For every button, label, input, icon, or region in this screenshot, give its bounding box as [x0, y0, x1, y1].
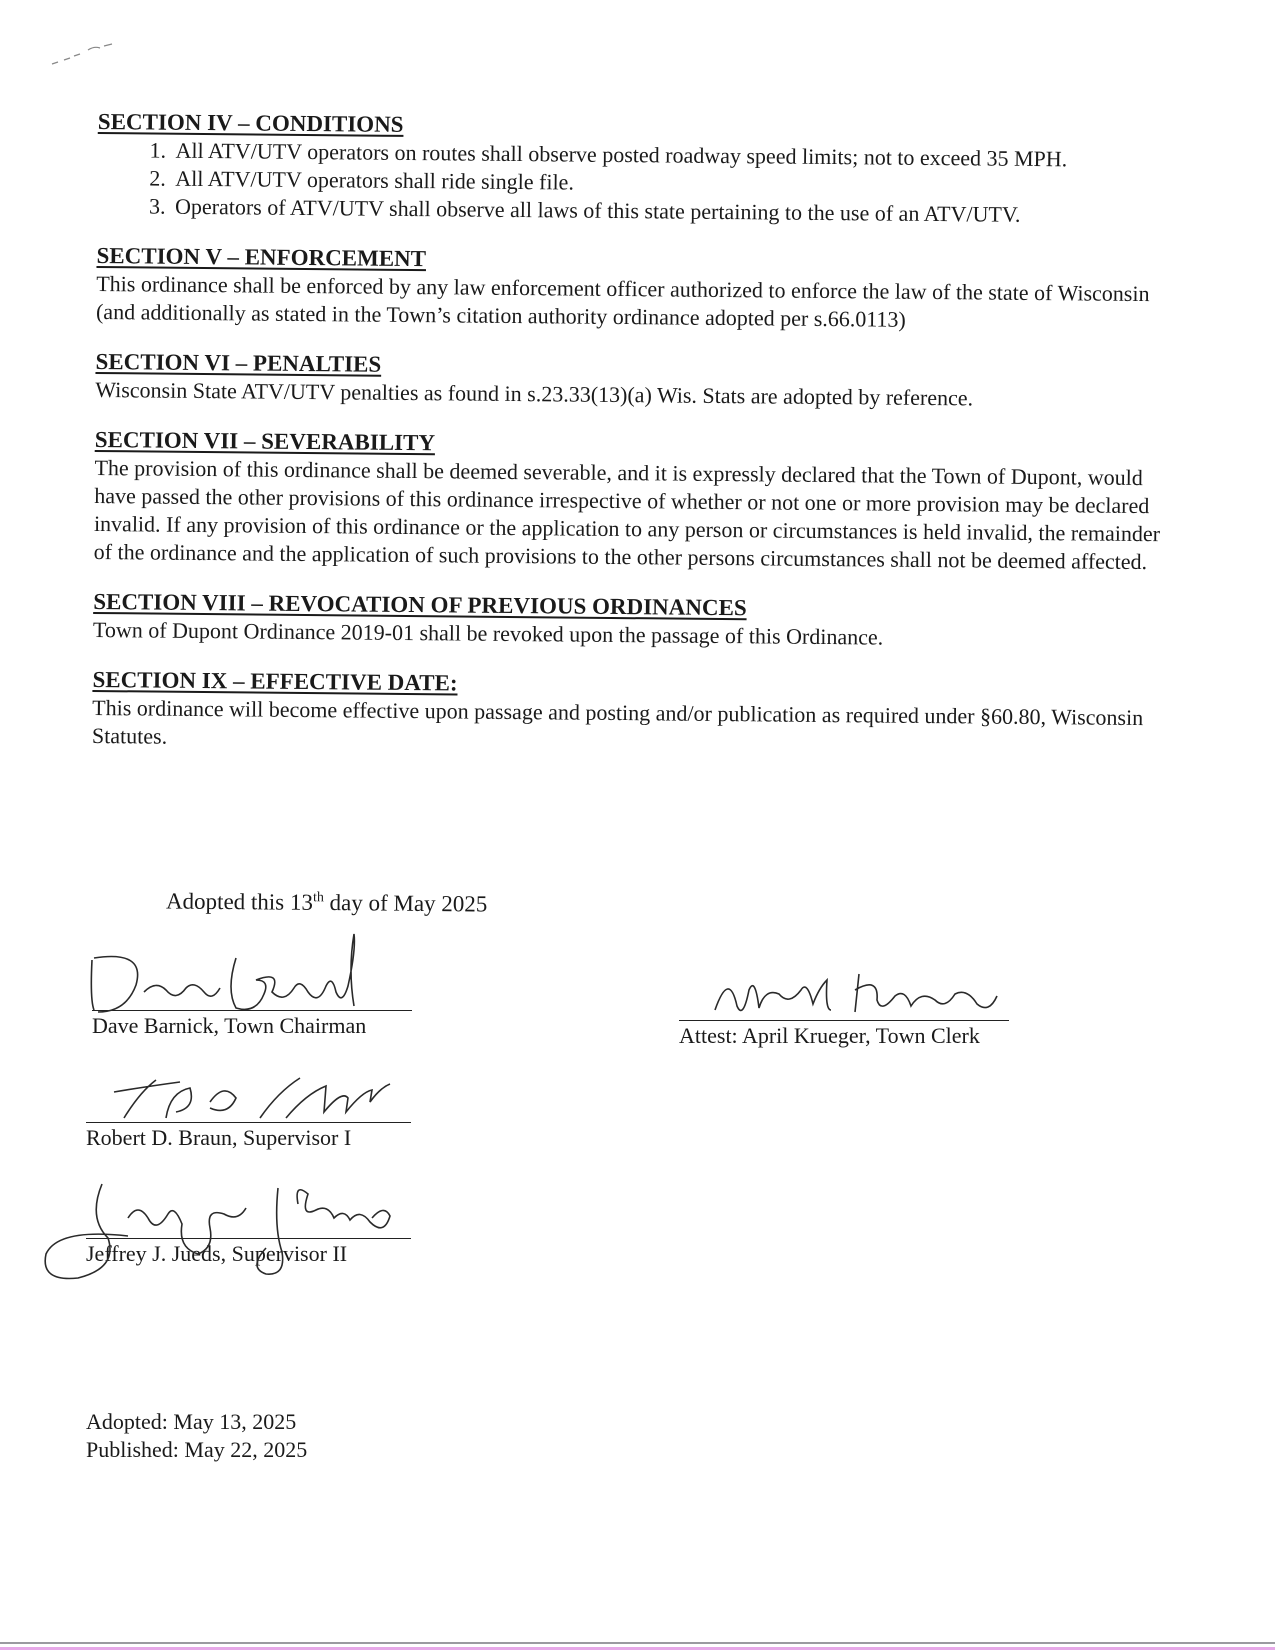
- scan-speck-mark: [50, 40, 120, 70]
- scan-bottom-edge: [0, 1642, 1275, 1650]
- section-heading: SECTION VII – SEVERABILITY: [94, 426, 436, 456]
- section-revocation: [93, 588, 1173, 654]
- ordinance-body: [92, 108, 1178, 782]
- handwritten-signature-chairman: [86, 930, 386, 1040]
- section-severability: [94, 426, 1175, 576]
- adopted-superscript: th: [312, 890, 324, 906]
- list-item: 2. All ATV/UTV operators shall ride single file.: [171, 165, 1177, 203]
- section-effective-date: [92, 666, 1173, 760]
- section-text: This ordinance will become effective upon passage and posting and/or publication as required under §60.80, Wisconsin Statutes.: [91, 694, 1144, 749]
- handwritten-signature-clerk: [709, 960, 1009, 1030]
- adopted-suffix: day of May 2025: [323, 889, 488, 917]
- signer-name: Robert D. Braun, Supervisor I: [86, 1125, 352, 1150]
- section-heading: SECTION IV – CONDITIONS: [97, 108, 404, 137]
- section-text: This ordinance shall be enforced by any law enforcement officer authorized to enforce the law of the state of Wisconsin (and additionally as stated in the Town’s citation authority ordinance adopted per s.66.0113): [95, 270, 1150, 332]
- signer-name: Jeffrey J. Jueds, Supervisor II: [86, 1241, 348, 1266]
- section-heading: SECTION IX – EFFECTIVE DATE:: [92, 666, 458, 696]
- section-heading: SECTION VI – PENALTIES: [95, 348, 382, 377]
- section-penalties: [95, 348, 1175, 414]
- section-enforcement: [96, 242, 1177, 336]
- conditions-list: [97, 136, 1178, 230]
- signature-supervisor-2: [86, 1238, 411, 1267]
- signature-chairman: [92, 1010, 412, 1039]
- signer-name: Dave Barnick, Town Chairman: [92, 1013, 367, 1038]
- published-date: Published: May 22, 2025: [86, 1437, 308, 1462]
- signature-clerk: [679, 1020, 1009, 1049]
- adoption-footer: [86, 1408, 307, 1464]
- list-item: 1. All ATV/UTV operators on routes shall observe posted roadway speed limits; not to exceed 35 MPH.: [171, 137, 1177, 175]
- list-item: 3. Operators of ATV/UTV shall observe all laws of this state pertaining to the use of an ATV/UTV.: [171, 193, 1177, 231]
- section-heading: SECTION V – ENFORCEMENT: [96, 242, 427, 272]
- section-conditions: [97, 108, 1178, 230]
- adopted-prefix: Adopted this 13: [165, 888, 314, 915]
- section-text: The provision of this ordinance shall be deemed severable, and it is expressly declared that the Town of Dupont, would have passed the other provisions of this ordinance irrespective of whether or not one or more provision may be declared invalid. If any provision of this ordinance or the application to any person or circumstances is held invalid, the remainder of the ordinance and the application of such provisions to the other persons circumstances shall not be deemed affected.: [93, 454, 1161, 575]
- handwritten-signature-supervisor-2: [38, 1178, 418, 1288]
- handwritten-signature-supervisor-1: [110, 1072, 400, 1132]
- section-text: Town of Dupont Ordinance 2019-01 shall be revoked upon the passage of this Ordinance.: [92, 616, 884, 650]
- adopted-statement: [166, 888, 488, 917]
- signature-supervisor-1: [86, 1122, 411, 1151]
- section-text: Wisconsin State ATV/UTV penalties as found in s.23.33(13)(a) Wis. Stats are adopted by reference.: [95, 376, 974, 411]
- adopted-date: Adopted: May 13, 2025: [86, 1409, 297, 1434]
- signer-name: Attest: April Krueger, Town Clerk: [679, 1023, 980, 1048]
- section-heading: SECTION VIII – REVOCATION OF PREVIOUS ORDINANCES: [93, 588, 747, 621]
